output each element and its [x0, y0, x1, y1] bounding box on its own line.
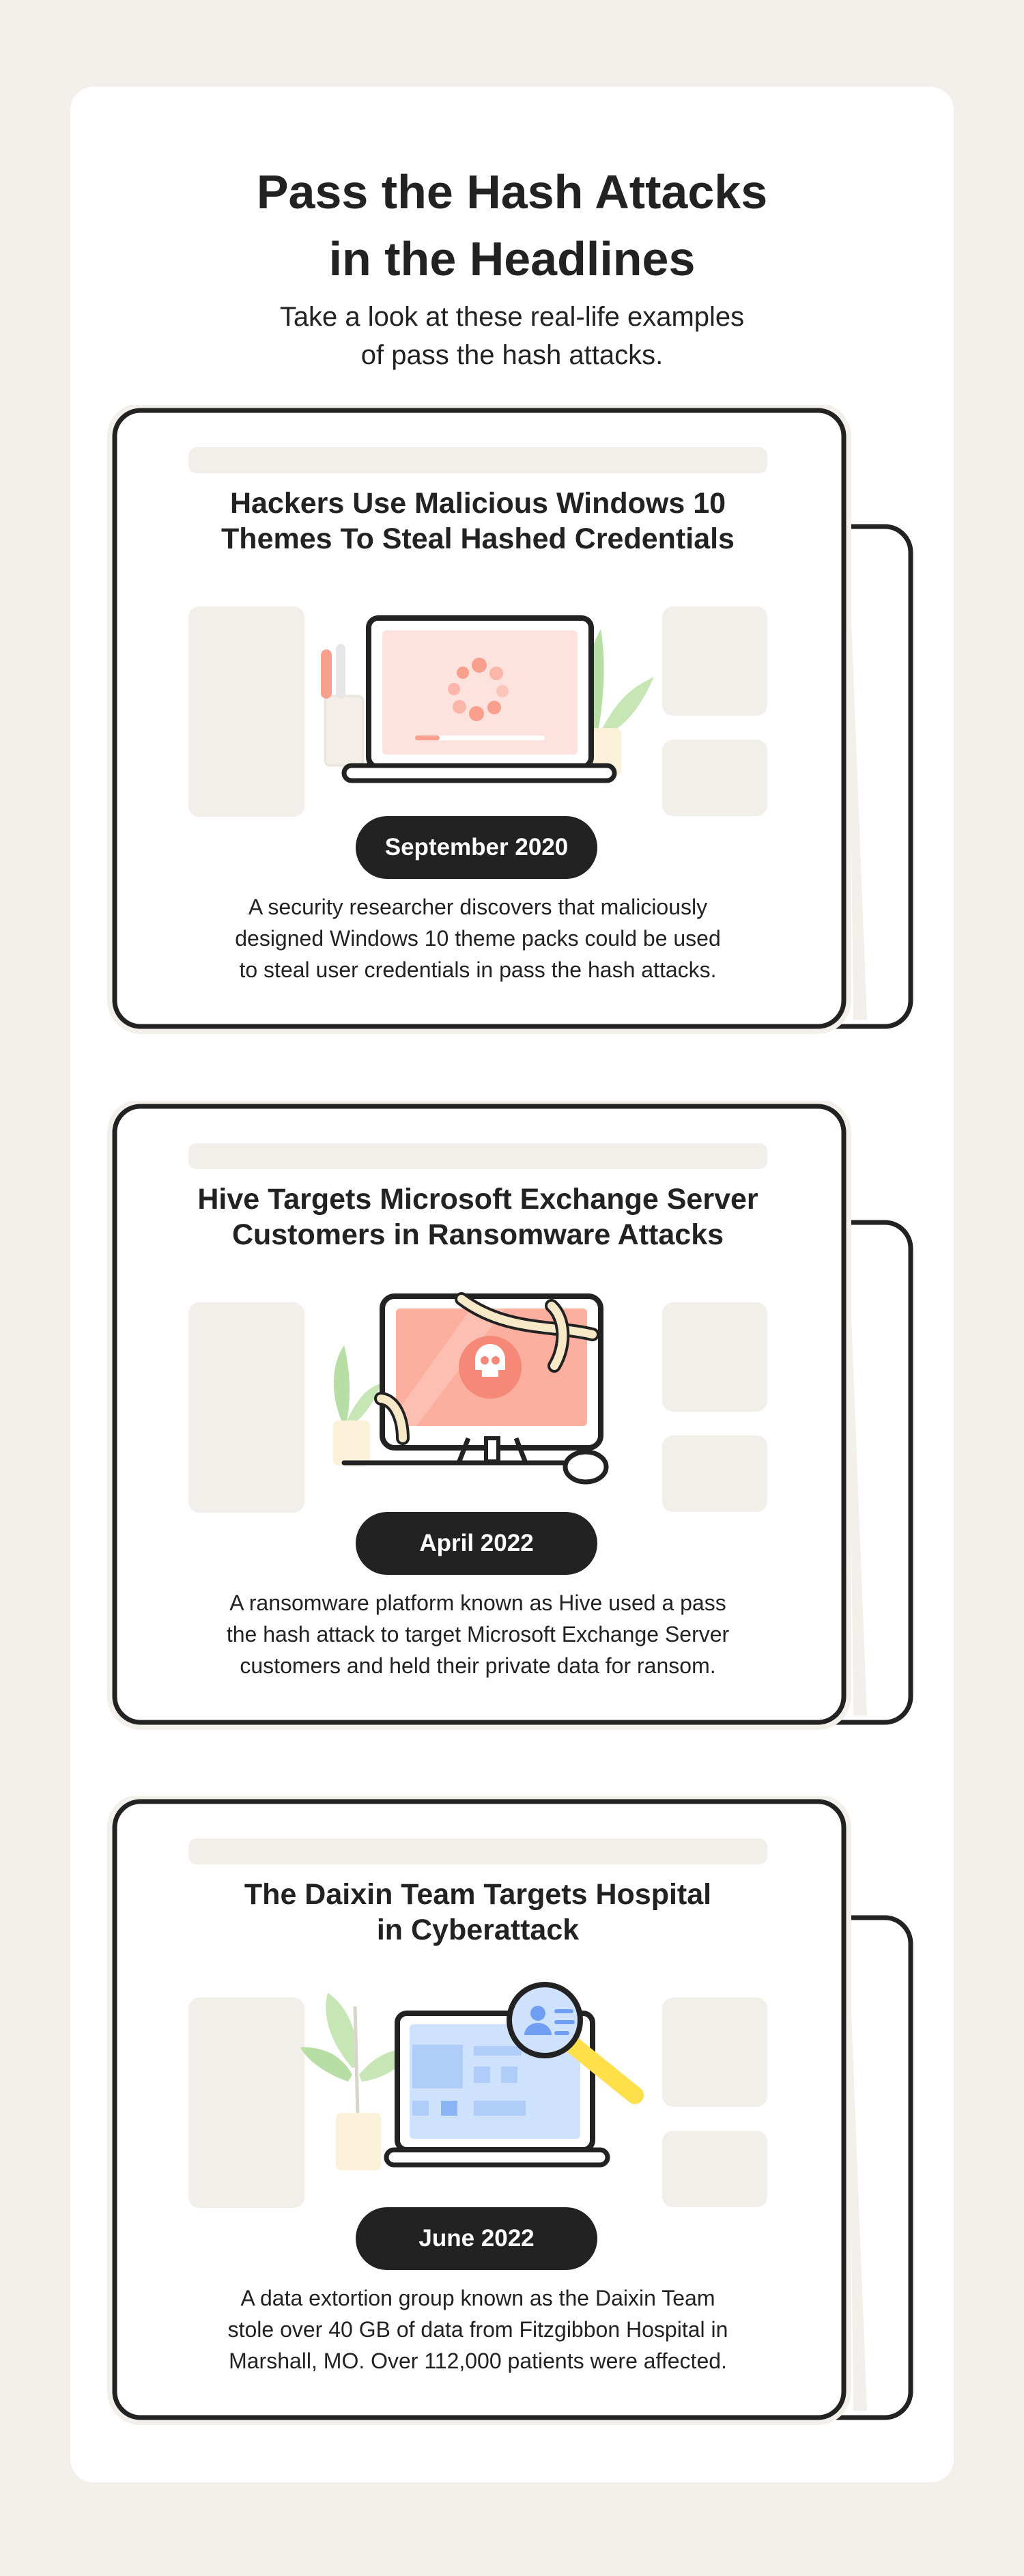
story-description-line-2: the hash attack to target Microsoft Exchange Server: [226, 1622, 730, 1647]
date-badge: September 2020: [356, 816, 597, 879]
story-headline: [113, 1181, 843, 1252]
story-description-line-2: stole over 40 GB of data from Fitzgibbon Hospital in: [227, 2317, 728, 2342]
page-title: [0, 158, 1024, 292]
monitor-skull-icon: [300, 1284, 655, 1502]
story-description-line-3: customers and held their private data for ransom.: [240, 1653, 716, 1678]
story-headline-line-2: Themes To Steal Hashed Credentials: [221, 522, 735, 555]
story-description-line-3: Marshall, MO. Over 112,000 patients were affected.: [229, 2349, 727, 2373]
story-description-line-1: A data extortion group known as the Daixin Team: [240, 2286, 715, 2310]
story-description-line-1: A security researcher discovers that maliciously: [248, 895, 708, 919]
page-subtitle-line-2: of pass the hash attacks.: [360, 340, 664, 370]
laptop-loading-icon: [300, 588, 655, 807]
story-description-line-3: to steal user credentials in pass the hash attacks.: [239, 957, 717, 982]
date-badge: April 2022: [356, 1512, 597, 1575]
laptop-magnifier-icon: [300, 1979, 655, 2198]
story-headline-line-1: Hive Targets Microsoft Exchange Server: [197, 1183, 758, 1216]
page-title-line-1: Pass the Hash Attacks: [256, 165, 768, 219]
story-headline-line-2: Customers in Ransomware Attacks: [231, 1218, 724, 1251]
story-description: [164, 2282, 792, 2377]
page-subtitle: [0, 298, 1024, 374]
story-headline: [113, 1877, 843, 1948]
date-badge: June 2022: [356, 2207, 597, 2270]
news-story-2: [0, 1101, 1024, 1736]
story-description-line-2: designed Windows 10 theme packs could be used: [235, 926, 721, 951]
story-headline-line-2: in Cyberattack: [376, 1914, 580, 1946]
story-description: [164, 1587, 792, 1681]
story-description-line-1: A ransomware platform known as Hive used a pass: [229, 1591, 726, 1615]
news-story-3: [0, 1796, 1024, 2431]
page-title-line-2: in the Headlines: [328, 232, 696, 285]
story-headline: [113, 486, 843, 557]
story-headline-line-1: The Daixin Team Targets Hospital: [244, 1878, 712, 1911]
story-description: [164, 891, 792, 985]
page-subtitle-line-1: Take a look at these real-life examples: [279, 302, 745, 332]
story-headline-line-1: Hackers Use Malicious Windows 10: [229, 487, 726, 520]
news-story-1: [0, 405, 1024, 1040]
